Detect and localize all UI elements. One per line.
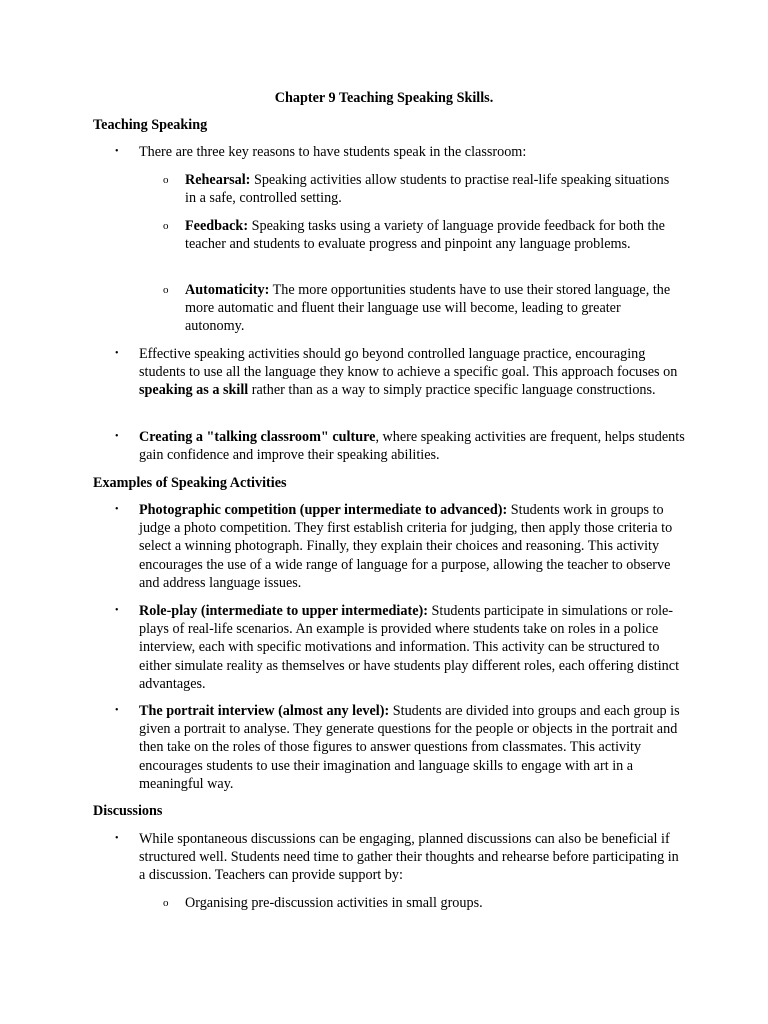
bold-phrase: Creating a "talking classroom" culture bbox=[139, 429, 376, 445]
sub-bullet-text: Speaking activities allow students to practise real-life speaking situations in a safe, controlled setting. bbox=[185, 172, 670, 207]
bullet-text: Students participate in simulations or role-plays of real-life scenarios. An example is provided where students take on roles in a police interview, each with specific motivations and information. This activity can be structured to either simulate reality as themselves or have students play different roles, each offering distinct advantages. bbox=[139, 603, 680, 692]
bullet-icon: • bbox=[115, 605, 119, 616]
activity-title: Role-play (intermediate to upper intermediate): bbox=[139, 603, 428, 619]
term-label: Rehearsal: bbox=[185, 172, 251, 188]
sub-bullet-icon: o bbox=[163, 174, 169, 186]
bullet-text: Students work in groups to judge a photo competition. They first establish criteria for judging, then apply those criteria to select a winning photograph. Finally, they explain their choices and reasoning. This activity encourages the use of a wide range of language for a purpose, allowing the teacher to observe and address language issues. bbox=[139, 502, 673, 591]
bullet-icon: • bbox=[115, 431, 119, 442]
bullet-item bbox=[115, 428, 687, 464]
bullet-item bbox=[115, 143, 687, 161]
bold-phrase: speaking as a skill bbox=[139, 382, 249, 399]
bullet-text: While spontaneous discussions can be engaging, planned discussions can also be beneficial if structured well. Students need time to gather their thoughts and rehearse before participating in a discussion. Teachers can provide support by: bbox=[139, 831, 679, 884]
term-label: Automaticity: bbox=[185, 282, 270, 298]
bullet-icon: • bbox=[115, 833, 119, 844]
sub-bullet-icon: o bbox=[163, 284, 169, 296]
sub-bullet-item bbox=[163, 281, 677, 336]
sub-bullet-item bbox=[163, 171, 677, 207]
bullet-item bbox=[115, 345, 687, 400]
sub-bullet-text: The more opportunities students have to use their stored language, the more automatic and fluent their language use will become, leading to greater autonomy. bbox=[185, 282, 671, 335]
sub-bullet-text: Speaking tasks using a variety of language provide feedback for both the teacher and students to evaluate progress and pinpoint any language problems. bbox=[185, 218, 665, 253]
bullet-icon: • bbox=[115, 705, 119, 716]
section-heading-discussions: Discussions bbox=[93, 803, 163, 819]
bullet-item bbox=[115, 501, 687, 592]
activity-title: Photographic competition (upper intermediate to advanced): bbox=[139, 502, 508, 518]
bullet-text: , where speaking activities are frequent, helps students gain confidence and improve their speaking abilities. bbox=[139, 429, 685, 464]
bullet-text: Students are divided into groups and each group is given a portrait to analyse. They generate questions for the people or objects in the portrait and then take on the roles of those figures to answer questions from classmates. This activity encourages students to use their imagination and language skills to engage with art in a meaningful way. bbox=[139, 703, 680, 792]
sub-bullet-item bbox=[163, 217, 677, 253]
bullet-text: Effective speaking activities should go beyond controlled language practice, encouraging students to use all the language they know to achieve a specific goal. This approach focuses on bbox=[139, 346, 678, 381]
sub-bullet-icon: o bbox=[163, 897, 169, 909]
sub-bullet-text: Organising pre-discussion activities in small groups. bbox=[185, 895, 483, 911]
bullet-text: rather than as a way to simply practice specific language constructions. bbox=[248, 382, 656, 399]
section-heading-teaching-speaking: Teaching Speaking bbox=[93, 117, 208, 133]
bullet-icon: • bbox=[115, 146, 119, 157]
bullet-icon: • bbox=[115, 504, 119, 515]
activity-title: The portrait interview (almost any level): bbox=[139, 703, 390, 719]
bullet-text: There are three key reasons to have students speak in the classroom: bbox=[139, 144, 527, 160]
bullet-icon: • bbox=[115, 348, 119, 359]
bullet-item bbox=[115, 602, 687, 693]
document-title: Chapter 9 Teaching Speaking Skills. bbox=[274, 90, 494, 106]
term-label: Feedback: bbox=[185, 218, 249, 234]
sub-bullet-icon: o bbox=[163, 220, 169, 232]
bullet-item bbox=[115, 830, 687, 885]
bullet-item bbox=[115, 702, 687, 793]
section-heading-examples: Examples of Speaking Activities bbox=[93, 475, 287, 491]
sub-bullet-item bbox=[163, 894, 677, 912]
